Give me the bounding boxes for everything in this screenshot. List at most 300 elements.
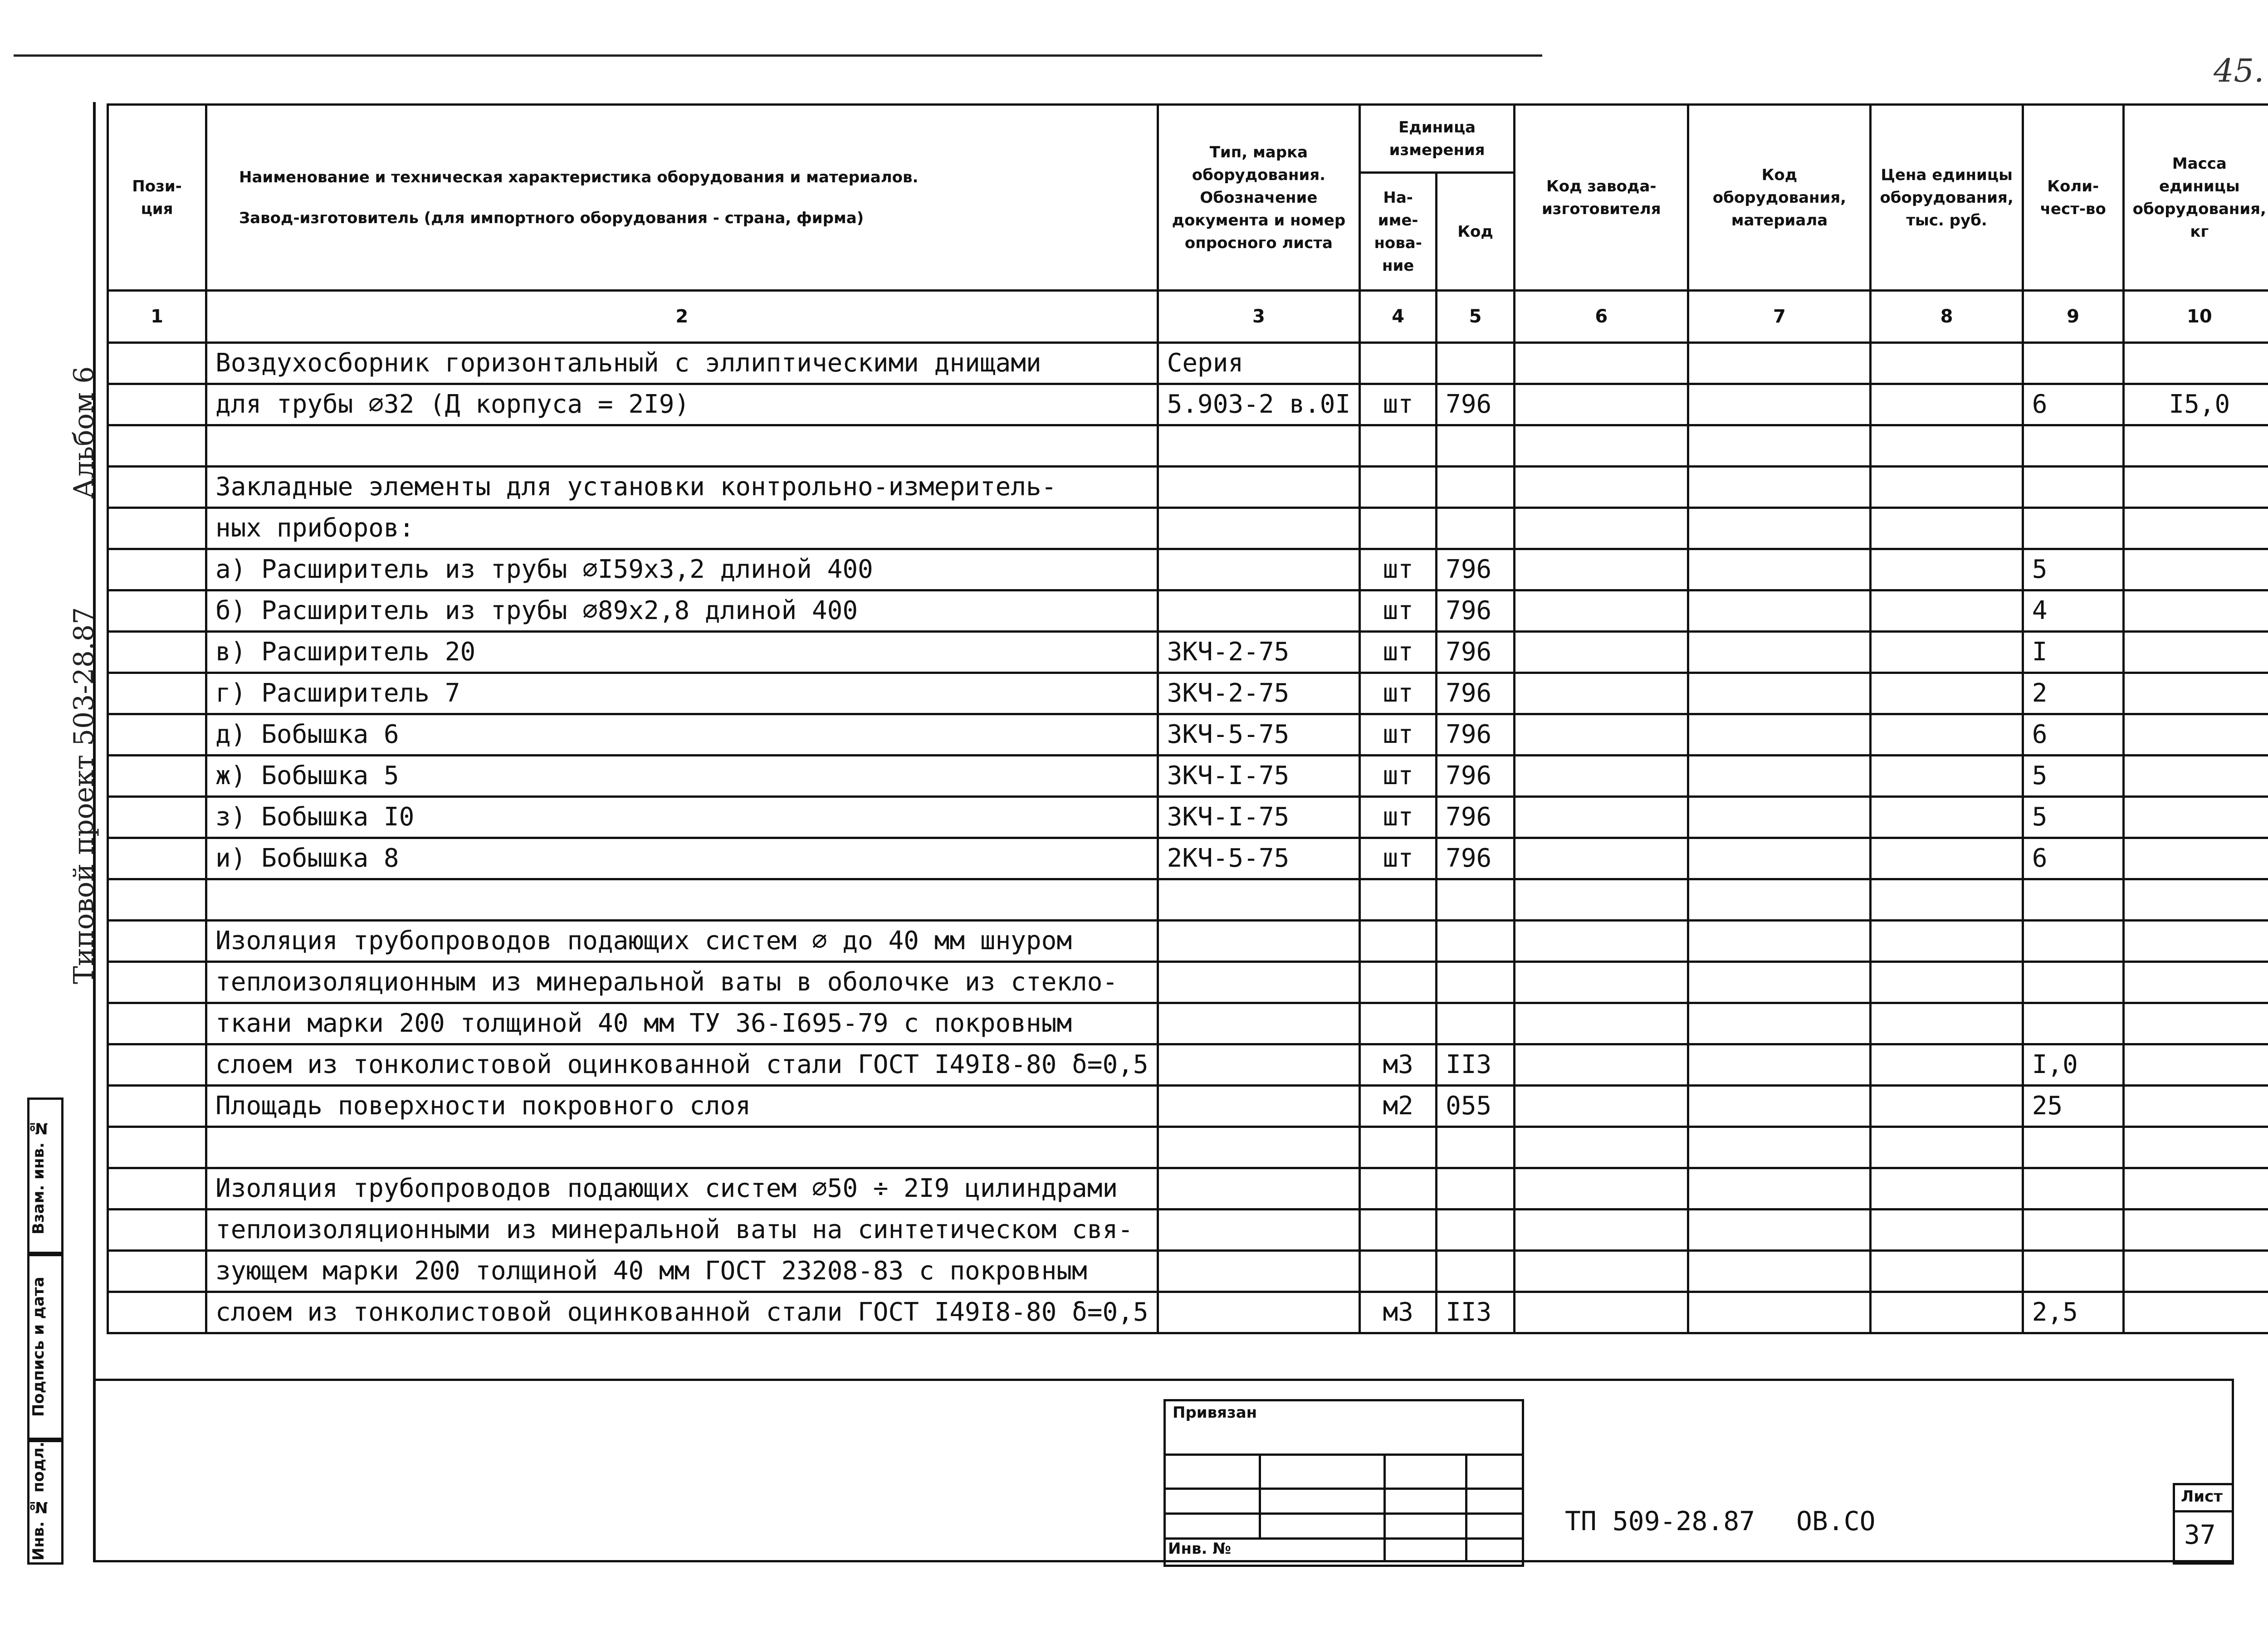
equipment-code-cell xyxy=(1688,590,1871,632)
name-cell: теплоизоляционными из минеральной ваты на синтетическом свя- xyxy=(206,1210,1158,1251)
header-quantity: Коли-чест-во xyxy=(2023,105,2123,291)
position-cell xyxy=(108,632,206,673)
type-cell xyxy=(1158,467,1360,508)
type-cell xyxy=(1158,1086,1360,1127)
table-row xyxy=(108,673,2268,714)
quantity-cell xyxy=(2023,921,2123,962)
position-cell xyxy=(108,673,206,714)
mass-cell xyxy=(2123,1210,2268,1251)
plant-code-cell xyxy=(1515,921,1688,962)
price-cell xyxy=(1871,343,2023,384)
unit-code-cell xyxy=(1437,1251,1515,1292)
quantity-cell: 6 xyxy=(2023,384,2123,425)
name-cell: а) Расширитель из трубы ∅I59x3,2 длиной 400 xyxy=(206,549,1158,590)
table-row xyxy=(108,425,2268,467)
plant-code-cell xyxy=(1515,673,1688,714)
plant-code-cell xyxy=(1515,962,1688,1003)
header-mass: Масса единицы оборудования, кг xyxy=(2123,105,2268,291)
unit-name-cell: шт xyxy=(1360,384,1437,425)
header-position: Пози- ция xyxy=(108,105,206,291)
price-cell xyxy=(1871,1044,2023,1086)
colnum: 10 xyxy=(2123,291,2268,343)
table-row xyxy=(108,1292,2268,1333)
table-row xyxy=(108,1251,2268,1292)
price-cell xyxy=(1871,714,2023,756)
price-cell xyxy=(1871,879,2023,921)
unit-code-cell xyxy=(1437,1003,1515,1044)
equipment-code-cell xyxy=(1688,673,1871,714)
price-cell xyxy=(1871,962,2023,1003)
quantity-cell: 25 xyxy=(2023,1086,2123,1127)
unit-name-cell xyxy=(1360,921,1437,962)
unit-code-cell xyxy=(1437,1210,1515,1251)
equipment-code-cell xyxy=(1688,838,1871,879)
plant-code-cell xyxy=(1515,838,1688,879)
unit-code-cell xyxy=(1437,508,1515,549)
mass-cell xyxy=(2123,1168,2268,1210)
table-row xyxy=(108,467,2268,508)
unit-name-cell xyxy=(1360,1127,1437,1168)
unit-name-cell: шт xyxy=(1360,673,1437,714)
quantity-cell: I,0 xyxy=(2023,1044,2123,1086)
plant-code-cell xyxy=(1515,425,1688,467)
name-cell: ж) Бобышка 5 xyxy=(206,756,1158,797)
plant-code-cell xyxy=(1515,1127,1688,1168)
header-unit-group: Единица измерения xyxy=(1360,105,1515,173)
mass-cell xyxy=(2123,1292,2268,1333)
position-cell xyxy=(108,797,206,838)
table-row xyxy=(108,508,2268,549)
unit-name-cell: шт xyxy=(1360,549,1437,590)
position-cell xyxy=(108,1127,206,1168)
side-project-caption: Типовой проект 503-28.87 xyxy=(68,607,100,984)
table-row xyxy=(108,1210,2268,1251)
privyazan-vline xyxy=(1259,1454,1261,1540)
plant-code-cell xyxy=(1515,1086,1688,1127)
unit-name-cell xyxy=(1360,1168,1437,1210)
plant-code-cell xyxy=(1515,756,1688,797)
table-row xyxy=(108,384,2268,425)
name-cell: д) Бобышка 6 xyxy=(206,714,1158,756)
name-cell xyxy=(206,425,1158,467)
mass-cell xyxy=(2123,714,2268,756)
unit-name-cell: шт xyxy=(1360,590,1437,632)
type-cell: ЗКЧ-5-75 xyxy=(1158,714,1360,756)
stamp-inv-podl: Инв. № подл. xyxy=(27,1438,64,1565)
name-cell xyxy=(206,1127,1158,1168)
plant-code-cell xyxy=(1515,714,1688,756)
equipment-code-cell xyxy=(1688,508,1871,549)
unit-code-cell: 796 xyxy=(1437,797,1515,838)
unit-name-cell: шт xyxy=(1360,756,1437,797)
equipment-code-cell xyxy=(1688,1127,1871,1168)
unit-name-cell xyxy=(1360,467,1437,508)
type-cell xyxy=(1158,1044,1360,1086)
plant-code-cell xyxy=(1515,549,1688,590)
mass-cell xyxy=(2123,1044,2268,1086)
inv-no-label: Инв. № xyxy=(1168,1540,1232,1558)
mass-cell xyxy=(2123,962,2268,1003)
privyazan-line xyxy=(1163,1488,1522,1490)
plant-code-cell xyxy=(1515,1003,1688,1044)
colnum: 2 xyxy=(206,291,1158,343)
equipment-code-cell xyxy=(1688,1168,1871,1210)
header-equipment-code: Код оборудования, материала xyxy=(1688,105,1871,291)
name-cell: для трубы ∅32 (Д корпуса = 2I9) xyxy=(206,384,1158,425)
name-cell xyxy=(206,879,1158,921)
quantity-cell xyxy=(2023,1003,2123,1044)
unit-code-cell xyxy=(1437,425,1515,467)
quantity-cell: 6 xyxy=(2023,714,2123,756)
name-cell: б) Расширитель из трубы ∅89x2,8 длиной 400 xyxy=(206,590,1158,632)
mass-cell xyxy=(2123,1127,2268,1168)
name-cell: з) Бобышка I0 xyxy=(206,797,1158,838)
header-type: Тип, марка оборудования. Обозначение документа и номер опросного листа xyxy=(1158,105,1360,291)
name-cell: в) Расширитель 20 xyxy=(206,632,1158,673)
sheet-number: 37 xyxy=(2184,1519,2216,1550)
type-cell: ЗКЧ-I-75 xyxy=(1158,756,1360,797)
header-unit-code: Код xyxy=(1437,173,1515,291)
unit-code-cell: II3 xyxy=(1437,1044,1515,1086)
colnum: 9 xyxy=(2023,291,2123,343)
quantity-cell: 2 xyxy=(2023,673,2123,714)
equipment-code-cell xyxy=(1688,1292,1871,1333)
name-cell: Изоляция трубопроводов подающих систем ∅50 ÷ 2I9 цилиндрами xyxy=(206,1168,1158,1210)
mass-cell xyxy=(2123,425,2268,467)
name-cell: ткани марки 200 толщиной 40 мм ТУ 36-I695-79 с покровным xyxy=(206,1003,1158,1044)
equipment-code-cell xyxy=(1688,921,1871,962)
position-cell xyxy=(108,384,206,425)
mass-cell xyxy=(2123,467,2268,508)
equipment-code-cell xyxy=(1688,962,1871,1003)
quantity-cell: 6 xyxy=(2023,838,2123,879)
type-cell xyxy=(1158,1127,1360,1168)
plant-code-cell xyxy=(1515,632,1688,673)
equipment-code-cell xyxy=(1688,1251,1871,1292)
unit-code-cell: 796 xyxy=(1437,384,1515,425)
table-row xyxy=(108,1044,2268,1086)
mass-cell xyxy=(2123,1086,2268,1127)
colnum: 8 xyxy=(1871,291,2023,343)
plant-code-cell xyxy=(1515,1251,1688,1292)
price-cell xyxy=(1871,1210,2023,1251)
equipment-code-cell xyxy=(1688,425,1871,467)
quantity-cell xyxy=(2023,1168,2123,1210)
quantity-cell xyxy=(2023,343,2123,384)
unit-name-cell: шт xyxy=(1360,797,1437,838)
quantity-cell: 5 xyxy=(2023,549,2123,590)
plant-code-cell xyxy=(1515,1210,1688,1251)
privyazan-line xyxy=(1163,1512,1522,1515)
position-cell xyxy=(108,590,206,632)
plant-code-cell xyxy=(1515,508,1688,549)
colnum: 4 xyxy=(1360,291,1437,343)
position-cell xyxy=(108,343,206,384)
position-cell xyxy=(108,838,206,879)
mass-cell xyxy=(2123,921,2268,962)
quantity-cell: 4 xyxy=(2023,590,2123,632)
sheet-box-divider xyxy=(2173,1510,2232,1512)
table-row xyxy=(108,590,2268,632)
type-cell xyxy=(1158,1292,1360,1333)
unit-name-cell: шт xyxy=(1360,632,1437,673)
type-cell: 2КЧ-5-75 xyxy=(1158,838,1360,879)
type-cell: ЗКЧ-2-75 xyxy=(1158,632,1360,673)
position-cell xyxy=(108,756,206,797)
position-cell xyxy=(108,921,206,962)
price-cell xyxy=(1871,467,2023,508)
table-row xyxy=(108,1127,2268,1168)
mass-cell xyxy=(2123,632,2268,673)
header-name-line1: Наименование и техническая характеристика оборудования и материалов. xyxy=(239,168,919,186)
unit-code-cell: 796 xyxy=(1437,838,1515,879)
price-cell xyxy=(1871,632,2023,673)
type-cell xyxy=(1158,590,1360,632)
type-cell xyxy=(1158,1168,1360,1210)
plant-code-cell xyxy=(1515,1044,1688,1086)
equipment-code-cell xyxy=(1688,343,1871,384)
price-cell xyxy=(1871,673,2023,714)
unit-name-cell: м3 xyxy=(1360,1292,1437,1333)
table-row xyxy=(108,714,2268,756)
document-code: ТП 509-28.87 xyxy=(1565,1506,1755,1536)
table-row xyxy=(108,343,2268,384)
price-cell xyxy=(1871,1086,2023,1127)
plant-code-cell xyxy=(1515,1168,1688,1210)
position-cell xyxy=(108,1086,206,1127)
quantity-cell: 5 xyxy=(2023,756,2123,797)
table-row xyxy=(108,1086,2268,1127)
plant-code-cell xyxy=(1515,467,1688,508)
name-cell: Изоляция трубопроводов подающих систем ∅ до 40 мм шнуром xyxy=(206,921,1158,962)
position-cell xyxy=(108,508,206,549)
name-cell: Площадь поверхности покровного слоя xyxy=(206,1086,1158,1127)
stamp-vzam-inv: Взам. инв. № xyxy=(27,1097,64,1256)
unit-code-cell: II3 xyxy=(1437,1292,1515,1333)
quantity-cell xyxy=(2023,508,2123,549)
unit-name-cell xyxy=(1360,1251,1437,1292)
unit-name-cell xyxy=(1360,962,1437,1003)
privyazan-line xyxy=(1163,1454,1522,1456)
header-name xyxy=(206,105,1158,291)
equipment-code-cell xyxy=(1688,384,1871,425)
table-row xyxy=(108,921,2268,962)
unit-name-cell xyxy=(1360,1210,1437,1251)
type-cell xyxy=(1158,1251,1360,1292)
quantity-cell xyxy=(2023,1127,2123,1168)
mass-cell xyxy=(2123,343,2268,384)
price-cell xyxy=(1871,1127,2023,1168)
equipment-code-cell xyxy=(1688,549,1871,590)
equipment-code-cell xyxy=(1688,1210,1871,1251)
type-cell: Серия xyxy=(1158,343,1360,384)
position-cell xyxy=(108,1168,206,1210)
unit-name-cell: шт xyxy=(1360,838,1437,879)
archive-sheet-number: 45. xyxy=(2214,52,2264,89)
colnum: 7 xyxy=(1688,291,1871,343)
unit-code-cell: 796 xyxy=(1437,714,1515,756)
mass-cell xyxy=(2123,838,2268,879)
position-cell xyxy=(108,1044,206,1086)
position-cell xyxy=(108,549,206,590)
position-cell xyxy=(108,962,206,1003)
mass-cell xyxy=(2123,1003,2268,1044)
name-cell: теплоизоляционным из минеральной ваты в оболочке из стекло- xyxy=(206,962,1158,1003)
unit-name-cell xyxy=(1360,1003,1437,1044)
colnum: 1 xyxy=(108,291,206,343)
specification-table xyxy=(107,103,2268,1334)
header-name-line2: Завод-изготовитель (для импортного оборудования - страна, фирма) xyxy=(239,209,864,227)
mass-cell xyxy=(2123,797,2268,838)
position-cell xyxy=(108,1251,206,1292)
quantity-cell xyxy=(2023,879,2123,921)
mass-cell xyxy=(2123,508,2268,549)
privyazan-vline xyxy=(1465,1454,1467,1562)
price-cell xyxy=(1871,921,2023,962)
price-cell xyxy=(1871,1003,2023,1044)
name-cell: слоем из тонколистовой оцинкованной стали ГОСТ I49I8-80 δ=0,5 xyxy=(206,1292,1158,1333)
side-album-caption: Альбом 6 xyxy=(68,366,100,499)
unit-code-cell: 796 xyxy=(1437,756,1515,797)
colnum: 3 xyxy=(1158,291,1360,343)
quantity-cell xyxy=(2023,1210,2123,1251)
unit-code-cell: 796 xyxy=(1437,632,1515,673)
plant-code-cell xyxy=(1515,879,1688,921)
plant-code-cell xyxy=(1515,343,1688,384)
top-rule xyxy=(14,54,1542,57)
name-cell: Закладные элементы для установки контрольно-измеритель- xyxy=(206,467,1158,508)
equipment-code-cell xyxy=(1688,756,1871,797)
type-cell: ЗКЧ-2-75 xyxy=(1158,673,1360,714)
mass-cell xyxy=(2123,1251,2268,1292)
quantity-cell xyxy=(2023,467,2123,508)
equipment-code-cell xyxy=(1688,467,1871,508)
equipment-code-cell xyxy=(1688,714,1871,756)
quantity-cell: I xyxy=(2023,632,2123,673)
unit-code-cell: 796 xyxy=(1437,590,1515,632)
price-cell xyxy=(1871,756,2023,797)
titleblock-top-line xyxy=(93,1379,2234,1381)
privyazan-vline xyxy=(1383,1454,1386,1562)
plant-code-cell xyxy=(1515,1292,1688,1333)
type-cell xyxy=(1158,425,1360,467)
plant-code-cell xyxy=(1515,797,1688,838)
unit-name-cell: шт xyxy=(1360,714,1437,756)
position-cell xyxy=(108,467,206,508)
unit-code-cell xyxy=(1437,467,1515,508)
name-cell: зующем марки 200 толщиной 40 мм ГОСТ 23208-83 с покровным xyxy=(206,1251,1158,1292)
type-cell xyxy=(1158,508,1360,549)
name-cell: Воздухосборник горизонтальный с эллиптическими днищами xyxy=(206,343,1158,384)
position-cell xyxy=(108,1003,206,1044)
colnum: 6 xyxy=(1515,291,1688,343)
position-cell xyxy=(108,1210,206,1251)
unit-code-cell xyxy=(1437,1168,1515,1210)
unit-name-cell xyxy=(1360,879,1437,921)
unit-code-cell xyxy=(1437,1127,1515,1168)
type-cell: 5.903-2 в.0I xyxy=(1158,384,1360,425)
unit-name-cell xyxy=(1360,425,1437,467)
table-row xyxy=(108,962,2268,1003)
plant-code-cell xyxy=(1515,590,1688,632)
price-cell xyxy=(1871,384,2023,425)
equipment-code-cell xyxy=(1688,1086,1871,1127)
price-cell xyxy=(1871,838,2023,879)
type-cell xyxy=(1158,1210,1360,1251)
stamp-podp-data: Подпись и дата xyxy=(27,1252,64,1442)
quantity-cell: 5 xyxy=(2023,797,2123,838)
price-cell xyxy=(1871,508,2023,549)
table-row xyxy=(108,879,2268,921)
unit-name-cell xyxy=(1360,343,1437,384)
document-mark: ОВ.СО xyxy=(1796,1506,1876,1536)
position-cell xyxy=(108,1292,206,1333)
mass-cell xyxy=(2123,590,2268,632)
unit-code-cell xyxy=(1437,962,1515,1003)
mass-cell xyxy=(2123,549,2268,590)
mass-cell xyxy=(2123,879,2268,921)
unit-code-cell xyxy=(1437,921,1515,962)
quantity-cell xyxy=(2023,962,2123,1003)
price-cell xyxy=(1871,590,2023,632)
quantity-cell xyxy=(2023,425,2123,467)
unit-name-cell: м3 xyxy=(1360,1044,1437,1086)
price-cell xyxy=(1871,1292,2023,1333)
header-unit-name: На-име-нова-ние xyxy=(1360,173,1437,291)
privyazan-label: Привязан xyxy=(1173,1404,1257,1422)
mass-cell: I5,0 xyxy=(2123,384,2268,425)
unit-code-cell xyxy=(1437,343,1515,384)
table-row xyxy=(108,1168,2268,1210)
type-cell: ЗКЧ-I-75 xyxy=(1158,797,1360,838)
price-cell xyxy=(1871,797,2023,838)
equipment-code-cell xyxy=(1688,1044,1871,1086)
mass-cell xyxy=(2123,673,2268,714)
header-price: Цена единицы оборудования, тыс. руб. xyxy=(1871,105,2023,291)
equipment-code-cell xyxy=(1688,797,1871,838)
header-plant-code: Код завода-изготовителя xyxy=(1515,105,1688,291)
type-cell xyxy=(1158,1003,1360,1044)
position-cell xyxy=(108,714,206,756)
price-cell xyxy=(1871,425,2023,467)
unit-name-cell: м2 xyxy=(1360,1086,1437,1127)
position-cell xyxy=(108,879,206,921)
quantity-cell: 2,5 xyxy=(2023,1292,2123,1333)
quantity-cell xyxy=(2023,1251,2123,1292)
mass-cell xyxy=(2123,756,2268,797)
table-row xyxy=(108,838,2268,879)
type-cell xyxy=(1158,921,1360,962)
type-cell xyxy=(1158,962,1360,1003)
name-cell: и) Бобышка 8 xyxy=(206,838,1158,879)
table-row xyxy=(108,1003,2268,1044)
unit-code-cell: 796 xyxy=(1437,549,1515,590)
unit-code-cell: 796 xyxy=(1437,673,1515,714)
table-row xyxy=(108,756,2268,797)
name-cell: слоем из тонколистовой оцинкованной стали ГОСТ I49I8-80 δ=0,5 xyxy=(206,1044,1158,1086)
price-cell xyxy=(1871,1251,2023,1292)
price-cell xyxy=(1871,549,2023,590)
table-row xyxy=(108,632,2268,673)
sheet-label: Лист xyxy=(2181,1488,2223,1506)
unit-code-cell: 055 xyxy=(1437,1086,1515,1127)
unit-code-cell xyxy=(1437,879,1515,921)
equipment-code-cell xyxy=(1688,1003,1871,1044)
price-cell xyxy=(1871,1168,2023,1210)
table-row xyxy=(108,549,2268,590)
unit-name-cell xyxy=(1360,508,1437,549)
colnum: 5 xyxy=(1437,291,1515,343)
